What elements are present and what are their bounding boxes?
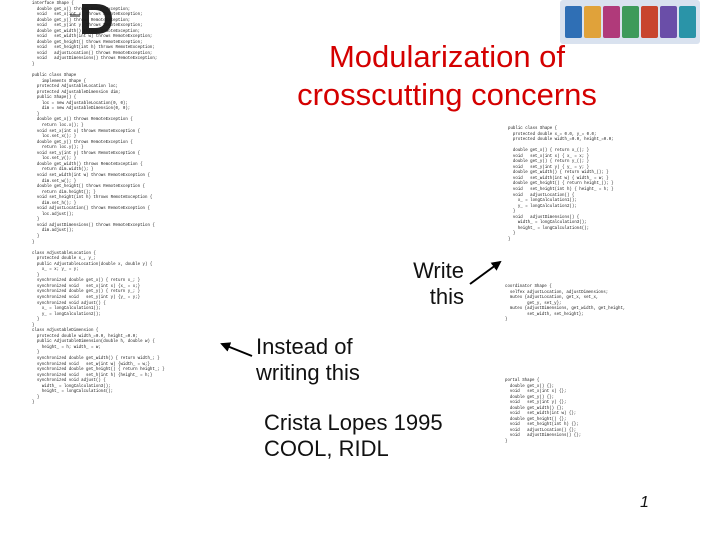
crista-label: Crista Lopes 1995 COOL, RIDL bbox=[264, 410, 443, 461]
instead-label: Instead of writing this bbox=[256, 334, 360, 385]
slide-title: Modularization of crosscutting concerns bbox=[297, 39, 597, 112]
page-number: 1 bbox=[640, 494, 649, 511]
write-this-label: Write this bbox=[413, 258, 464, 309]
coordinator-code: coordinator Shape { selfex adjustLocation, adjustDimensions; mutex {adjustLocation, get_x, set_x, get_y, set_y}; mutex {adjustDimensions, get_width, get_height, set_width, set_height}; } bbox=[505, 285, 626, 323]
shape-class-code: public class Shape { protected double x_= 0.0, y_= 0.0; protected double width_=0.0, height_=0.0; double get_x() { return x_(); } void set_x(int x) { x_ = x; } double get_y() { return y_(); } void set_y(int y) { y_ = y; } double get_width() { return width_(); } void set_width(int w) { width_ = w; } double get_height() { return height_(); } void set_height(int h) { height_ = h; } void adjustLocation() { x_ = longCalculation1(); y_ = longCalculation2(); } void adjustDimensions() { width_ = longCalculation3(); height_ = longCalculation4(); } } bbox=[508, 127, 614, 242]
portal-code: portal Shape { double get_x() {}; void set_x(int x) {}; double get_y() {}; void set_y(int y) {}; double get_width() {}; void set_width(int w) {}; double get_height() {}; void set_height(int h) {}; void adjustLocation() {}; void adjustDimensions() {}; } bbox=[505, 379, 582, 445]
left-code-listing: interface Shape { double get_x() throws RemoteException; void set_x(int x) throws RemoteException; double get_y() throws RemoteException; void set_y(int y) throws RemoteException; double get_width() throws RemoteException; void set_width(int w) throws RemoteException; double get_height() throws RemoteException; void set_height(int h) throws RemoteException; void adjustLocation() throws RemoteException; void adjustDimensions() throws RemoteException; } public class Shape implements Shape { protected AdjustableLocation loc; protected AdjustableDimension dim; public Shape() { loc = new AdjustableLocation(0, 0); dim = new AdjustableDimension(0, 0); } double get_x() throws RemoteException { return loc.x(); } void set_x(int x) throws RemoteException { loc.set_x(); } double get_y() throws RemoteException { return loc.y(); } void set_y(int y) throws RemoteException { loc.set_y(); } double get_width() throws RemoteException { return dim.width(); } void set_width(int w) throws RemoteException { dim.set_w(); } double get_height() throws RemoteException { return dim.height(); } void set_height(int h) throws RemoteException { dim.set_h(); } void adjustLocation() throws RemoteException { loc.adjust(); } void adjustDimensions() throws RemoteException { dim.adjust(); } } class AdjustableLocation { protected double x_, y_; public AdjustableLocation(double x, double y) { x_ = x; y_ = y; } synchronized double get_x() { return x_; } synchronized void set_x(int x) {x_ = x;} synchronized double get_y() { return y_; } synchronized void set_y(int y) {y_ = y;} synchronized void adjust() { x_ = longCalculation1(); y_ = longCalculation2(); } } class AdjustableDimension { protected double width_=0.0, height_=0.0; public AdjustableDimension(double h, double w) { height_ = h; width_ = w; } synchronized double get_width() { return width_; } synchronized void set_w(int w) {width_ = w;} synchronized double get_height() { return height_; } synchronized void set_h(int h) {height_ = h;} synchronized void adjust() { width_ = longCalculation3(); height_ = longCalculation4(); } } bbox=[32, 2, 165, 406]
arrow-to-right-code bbox=[470, 262, 500, 284]
arrow-to-left-code bbox=[222, 344, 252, 356]
